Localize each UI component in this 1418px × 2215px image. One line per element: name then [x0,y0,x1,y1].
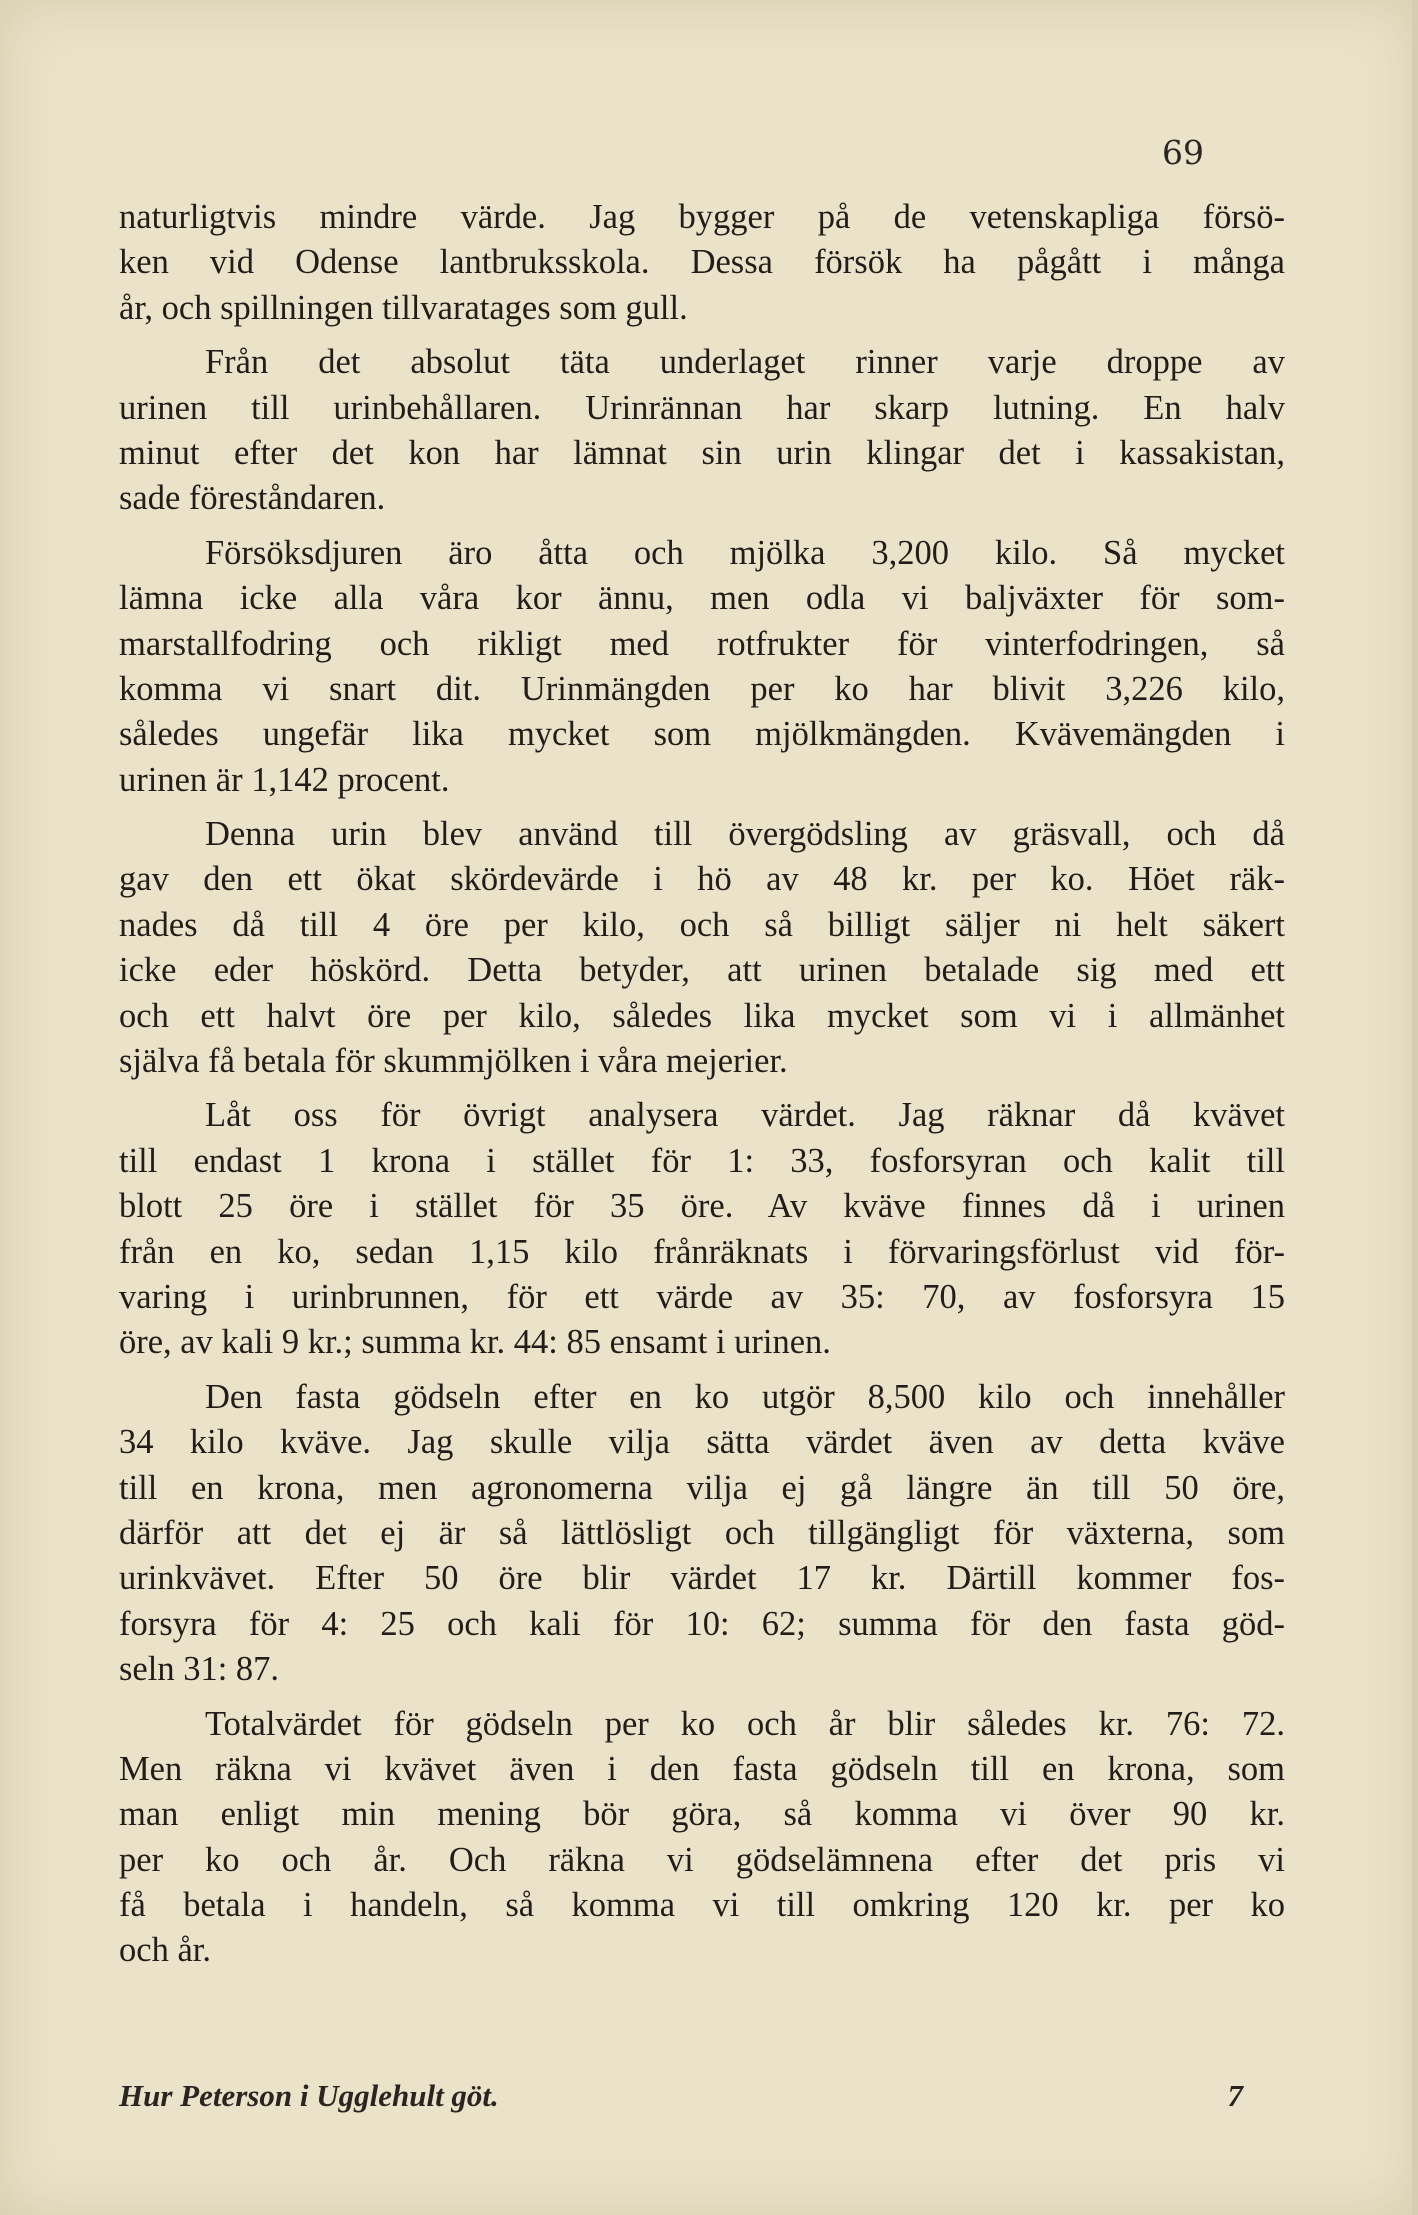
text-line: Låt oss för övrigt analysera värdet. Jag räknar då kvävet [205,1096,1285,1135]
text-line: från en ko, sedan 1,15 kilo frånräknats i förvaringsförlust vid för- [119,1232,1285,1271]
text-line: urinkvävet. Efter 50 öre blir värdet 17 kr. Därtill kommer fos- [119,1559,1285,1598]
text-line: minut efter det kon har lämnat sin urin klingar det i kassakistan, [119,433,1285,472]
paragraph-4 [119,812,1285,1084]
text-line: Försöksdjuren äro åtta och mjölka 3,200 kilo. Så mycket [205,533,1285,572]
text-line: öre, av kali 9 kr.; summa kr. 44: 85 ensamt i urinen. [119,1323,831,1362]
text-line: urinen är 1,142 procent. [119,760,450,799]
text-line: urinen till urinbehållaren. Urinrännan har skarp lutning. En halv [119,388,1285,427]
text-line: naturligtvis mindre värde. Jag bygger på de vetenskapliga försö- [119,198,1285,236]
body-text [119,195,1285,1983]
paragraph-5 [119,1093,1285,1365]
page-edge [1412,0,1418,2215]
text-line: Från det absolut täta underlaget rinner varje droppe av [205,343,1285,382]
text-line: till endast 1 krona i stället för 1: 33, fosforsyran och kalit till [119,1141,1285,1180]
text-line: själva få betala för skummjölken i våra mejerier. [119,1042,788,1081]
paragraph-3 [119,531,1285,803]
footer-title: Hur Peterson i Ugglehult göt. [119,2078,499,2113]
paragraph-2 [119,340,1285,522]
text-line: därför att det ej är så lättlösligt och tillgängligt för växterna, som [119,1513,1285,1552]
text-line: icke eder höskörd. Detta betyder, att urinen betalade sig med ett [119,951,1285,990]
page-number: 69 [1162,133,1204,172]
paragraph-7 [119,1702,1285,1974]
signature-mark: 7 [1227,2078,1243,2113]
text-line: Denna urin blev använd till övergödsling av gräsvall, och då [205,815,1285,854]
text-line: Totalvärdet för gödseln per ko och år blir således kr. 76: 72. [205,1704,1285,1743]
text-line: seln 31: 87. [119,1650,280,1689]
text-line: Men räkna vi kvävet även i den fasta gödseln till en krona, som [119,1749,1285,1788]
text-line: blott 25 öre i stället för 35 öre. Av kväve finnes då i urinen [119,1187,1285,1226]
text-line: per ko och år. Och räkna vi gödselämnena efter det pris vi [119,1840,1285,1879]
text-line: och år. [119,1931,211,1970]
text-line: till en krona, men agronomerna vilja ej gå längre än till 50 öre, [119,1468,1285,1507]
text-line: lämna icke alla våra kor ännu, men odla vi baljväxter för som- [119,579,1285,618]
text-line: och ett halvt öre per kilo, således lika mycket som vi i allmänhet [119,996,1285,1035]
text-line: varing i urinbrunnen, för ett värde av 35: 70, av fosforsyra 15 [119,1277,1285,1316]
text-line: sade föreståndaren. [119,479,386,518]
paragraph-6 [119,1375,1285,1693]
text-line: forsyra för 4: 25 och kali för 10: 62; summa för den fasta göd- [119,1604,1285,1643]
text-line: gav den ett ökat skördevärde i hö av 48 kr. per ko. Höet räk- [119,860,1285,899]
paragraph-1 [119,195,1285,331]
text-line: ken vid Odense lantbruksskola. Dessa försök ha pågått i många [119,243,1285,282]
text-line: således ungefär lika mycket som mjölkmängden. Kvävemängden i [119,715,1285,754]
text-line: marstallfodring och rikligt med rotfrukter för vinterfodringen, så [119,624,1285,663]
text-line: nades då till 4 öre per kilo, och så billigt säljer ni helt säkert [119,905,1285,944]
text-line: år, och spillningen tillvaratages som gull. [119,288,688,327]
text-line: få betala i handeln, så komma vi till omkring 120 kr. per ko [119,1886,1285,1925]
text-line: man enligt min mening bör göra, så komma vi över 90 kr. [119,1795,1285,1834]
text-line: Den fasta gödseln efter en ko utgör 8,500 kilo och innehåller [205,1377,1285,1416]
text-line: 34 kilo kväve. Jag skulle vilja sätta värdet även av detta kväve [119,1423,1285,1462]
page-footer [119,2078,1243,2114]
text-line: komma vi snart dit. Urinmängden per ko har blivit 3,226 kilo, [119,669,1285,708]
